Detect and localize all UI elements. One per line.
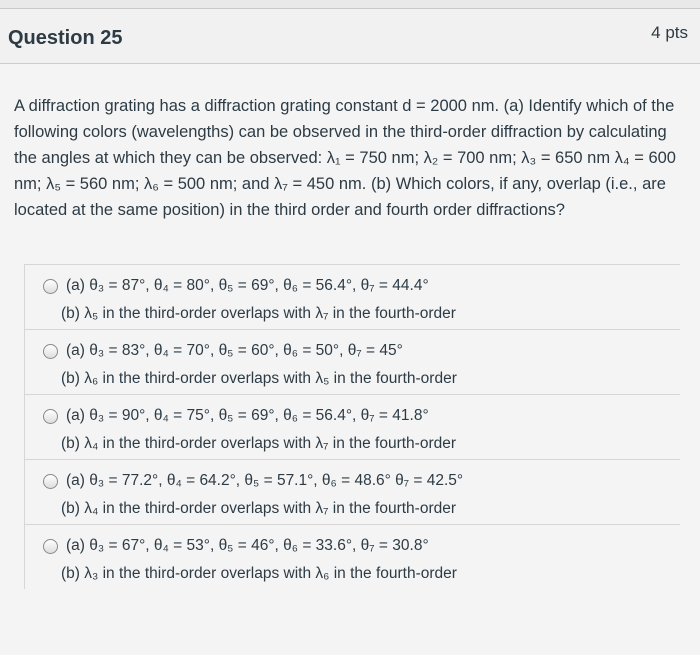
answer-option-1[interactable] <box>25 264 680 329</box>
answer-part-a: (a) θ₃ = 83°, θ₄ = 70°, θ₅ = 60°, θ₆ = 50°, θ₇ = 45° <box>66 342 403 359</box>
radio-button[interactable] <box>43 344 58 359</box>
answer-part-b: (b) λ₅ in the third-order overlaps with λ₇ in the fourth-order <box>61 305 456 322</box>
answer-option-5[interactable] <box>25 524 680 589</box>
answer-option-4[interactable] <box>25 459 680 524</box>
answer-option-2[interactable] <box>25 329 680 394</box>
answer-part-b: (b) λ₄ in the third-order overlaps with λ₇ in the fourth-order <box>61 500 457 517</box>
radio-button[interactable] <box>43 409 58 424</box>
question-title: Question 25 <box>8 27 123 49</box>
answer-part-b: (b) λ₆ in the third-order overlaps with λ₅ in the fourth-order <box>61 370 457 387</box>
answer-part-a: (a) θ₃ = 90°, θ₄ = 75°, θ₅ = 69°, θ₆ = 56.4°, θ₇ = 41.8° <box>66 407 429 424</box>
radio-button[interactable] <box>43 279 58 294</box>
question-header <box>0 9 700 64</box>
answer-part-b: (b) λ₃ in the third-order overlaps with λ₆ in the fourth-order <box>61 565 457 582</box>
question-points: 4 pts <box>651 23 688 42</box>
question-card <box>0 8 700 655</box>
answer-list <box>24 264 680 589</box>
answer-option-3[interactable] <box>25 394 680 459</box>
answer-part-a: (a) θ₃ = 67°, θ₄ = 53°, θ₅ = 46°, θ₆ = 33.6°, θ₇ = 30.8° <box>66 537 429 554</box>
radio-button[interactable] <box>43 539 58 554</box>
question-text: A diffraction grating has a diffraction grating constant d = 2000 nm. (a) Identify which of the following colors (wavelengths) can be observed in the third-order diffraction by calculating the angles at which they can be observed: λ₁ = 750 nm; λ₂ = 700 nm; λ₃ = 650 nm λ₄ = 600 nm; λ₅ = 560 nm; λ₆ = 500 nm; and λ₇ = 450 nm. (b) Which colors, if any, overlap (i.e., are located at the same position) in the third order and fourth order diffractions? <box>14 97 676 219</box>
answer-part-a: (a) θ₃ = 87°, θ₄ = 80°, θ₅ = 69°, θ₆ = 56.4°, θ₇ = 44.4° <box>66 277 429 294</box>
radio-button[interactable] <box>43 474 58 489</box>
answer-part-b: (b) λ₄ in the third-order overlaps with λ₇ in the fourth-order <box>61 435 457 452</box>
answer-part-a: (a) θ₃ = 77.2°, θ₄ = 64.2°, θ₅ = 57.1°, θ₆ = 48.6° θ₇ = 42.5° <box>66 472 464 489</box>
